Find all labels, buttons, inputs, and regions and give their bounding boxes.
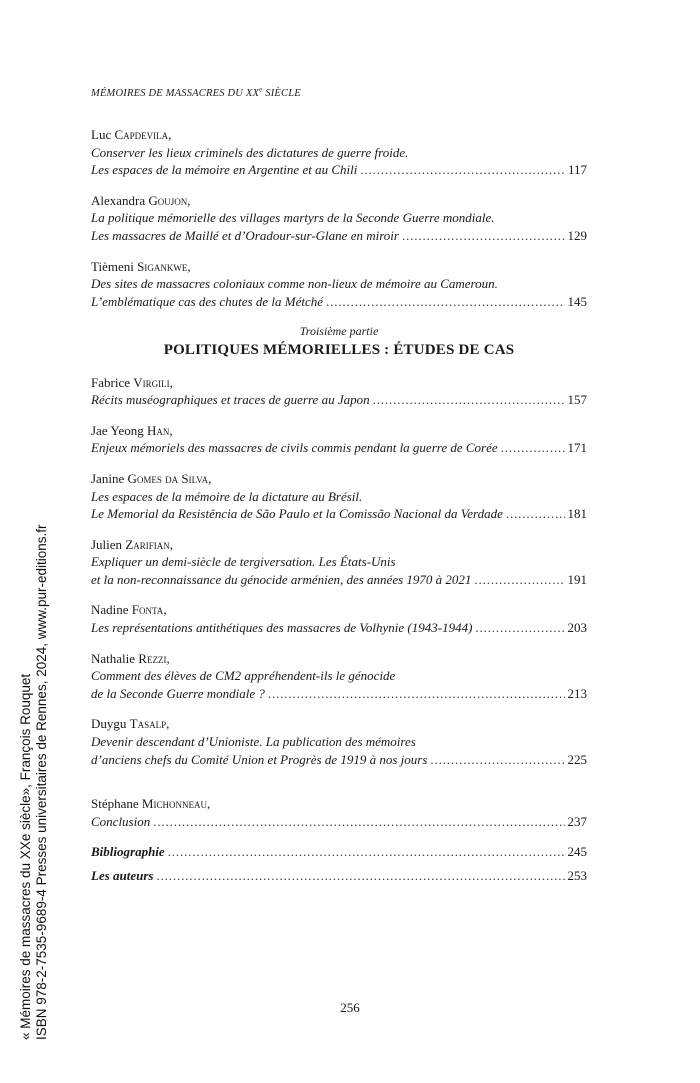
- toc-title-line: Enjeux mémoriels des massacres de civils commis pendant la guerre de Corée . . . 171: [91, 439, 587, 457]
- table-of-contents: [91, 126, 587, 898]
- toc-title-line: d’anciens chefs du Comité Union et Progrès de 1919 à nos jours . . . 225: [91, 751, 587, 769]
- toc-title-line: de la Seconde Guerre mondiale ? . . . 213: [91, 685, 587, 703]
- toc-page-number: 253: [567, 868, 587, 883]
- toc-title-line: Devenir descendant d’Unioniste. La publication des mémoires: [91, 734, 416, 750]
- leader-dots: [373, 391, 565, 409]
- toc-title-line: Le Memorial da Resistência de São Paulo et la Comissão Nacional da Verdade . . . 181: [91, 505, 587, 523]
- leader-dots: [268, 685, 565, 703]
- toc-entry[interactable]: [91, 650, 587, 703]
- toc-entry[interactable]: [91, 374, 587, 409]
- toc-title-line: Des sites de massacres coloniaux comme non-lieux de mémoire au Cameroun.: [91, 276, 498, 292]
- page-number: 256: [340, 1000, 360, 1015]
- side-note-line-2: ISBN 978-2-7535-9689-4 Presses universitaires de Rennes, 2024, www.pur-editions.fr: [34, 524, 49, 1040]
- toc-page-number: 203: [567, 620, 587, 636]
- toc-author: Fabrice Virgili,: [91, 374, 173, 390]
- toc-page-number: 181: [567, 506, 587, 522]
- toc-author: Tièmeni Sigankwe,: [91, 258, 191, 274]
- toc-page-number: 237: [567, 813, 587, 829]
- toc-title-line: Expliquer un demi-siècle de tergiversation. Les États-Unis: [91, 554, 396, 570]
- toc-title-line: La politique mémorielle des villages martyrs de la Seconde Guerre mondiale.: [91, 210, 495, 226]
- leader-dots: [168, 843, 565, 861]
- toc-title-line: et la non-reconnaissance du génocide arménien, des années 1970 à 2021 . . . 191: [91, 571, 587, 589]
- toc-author: Luc Capdevila,: [91, 127, 172, 142]
- toc-entry[interactable]: [91, 601, 587, 636]
- leader-dots: [326, 293, 564, 311]
- toc-section-part-three: [91, 374, 587, 769]
- toc-page-number: 191: [567, 571, 587, 587]
- leader-dots: [156, 867, 564, 885]
- leader-dots: [475, 619, 564, 637]
- toc-page-number: 157: [567, 392, 587, 408]
- toc-entry[interactable]: [91, 470, 587, 523]
- toc-page-number: 129: [567, 227, 587, 243]
- toc-title-line: Les représentations antithétiques des massacres de Volhynie (1943-1944) . . . 203: [91, 619, 587, 637]
- leader-dots: [153, 813, 564, 831]
- leader-dots: [506, 505, 565, 523]
- part-title: POLITIQUES MÉMORIELLES : ÉTUDES DE CAS: [163, 341, 515, 358]
- toc-title-line: Les espaces de la mémoire en Argentine et au Chili . . . 117: [91, 161, 587, 179]
- toc-title-line: Les auteurs . . . 253: [91, 867, 587, 885]
- toc-entry[interactable]: [91, 715, 587, 768]
- toc-entry[interactable]: [91, 422, 587, 457]
- leader-dots: [501, 439, 565, 457]
- toc-page-number: 145: [567, 293, 587, 309]
- toc-title-line: Comment des élèves de CM2 appréhendent-ils le génocide: [91, 668, 396, 684]
- leader-dots: [474, 571, 564, 589]
- toc-author: Julien Zarifian,: [91, 536, 174, 552]
- part-heading: [91, 323, 587, 359]
- toc-title-line: Les espaces de la mémoire de la dictature au Brésil.: [91, 488, 363, 504]
- toc-author: Janine Gomes da Silva,: [91, 470, 212, 486]
- toc-title-line: L’emblématique cas des chutes de la Métché . . . 145: [91, 293, 587, 311]
- toc-page-number: 245: [567, 844, 587, 860]
- toc-entry[interactable]: [91, 258, 587, 311]
- toc-page-number: 213: [567, 685, 587, 701]
- running-head: MÉMOIRES DE MASSACRES DU XXe SIÈCLE: [91, 85, 301, 99]
- toc-page-number: 117: [567, 162, 587, 178]
- toc-title-line: Bibliographie . . . 245: [91, 843, 587, 861]
- leader-dots: [360, 161, 565, 179]
- part-label: Troisième partie: [299, 324, 379, 339]
- toc-title-line: Récits muséographiques et traces de guerre au Japon . . . 157: [91, 391, 587, 409]
- toc-entry-conclusion[interactable]: [91, 795, 587, 830]
- toc-entry[interactable]: [91, 192, 587, 245]
- toc-author: Stéphane Michonneau,: [91, 796, 211, 812]
- toc-author: Alexandra Goujon,: [91, 192, 191, 208]
- toc-entry-authors[interactable]: [91, 867, 587, 885]
- copyright-side-note: [18, 524, 50, 1040]
- toc-page-number: 171: [567, 440, 587, 456]
- toc-title-line: Les massacres de Maillé et d’Oradour-sur-Glane en miroir . . . 129: [91, 227, 587, 245]
- toc-page-number: 225: [567, 751, 587, 767]
- toc-author: Jae Yeong Han,: [91, 422, 173, 438]
- toc-title-line: Conserver les lieux criminels des dictatures de guerre froide.: [91, 144, 409, 160]
- leader-dots: [402, 227, 565, 245]
- toc-entry[interactable]: [91, 126, 587, 179]
- side-note-line-1: « Mémoires de massacres du XXe siècle», François Rouquet: [18, 673, 33, 1040]
- toc-title-line: Conclusion . . . 237: [91, 813, 587, 831]
- toc-entry[interactable]: [91, 536, 587, 589]
- toc-section-part-two: [91, 126, 587, 310]
- toc-author: Nathalie Rezzi,: [91, 650, 170, 666]
- toc-author: Nadine Fonta,: [91, 602, 167, 618]
- toc-entry-bibliography[interactable]: [91, 843, 587, 861]
- toc-author: Duygu Tasalp,: [91, 716, 170, 732]
- leader-dots: [430, 751, 564, 769]
